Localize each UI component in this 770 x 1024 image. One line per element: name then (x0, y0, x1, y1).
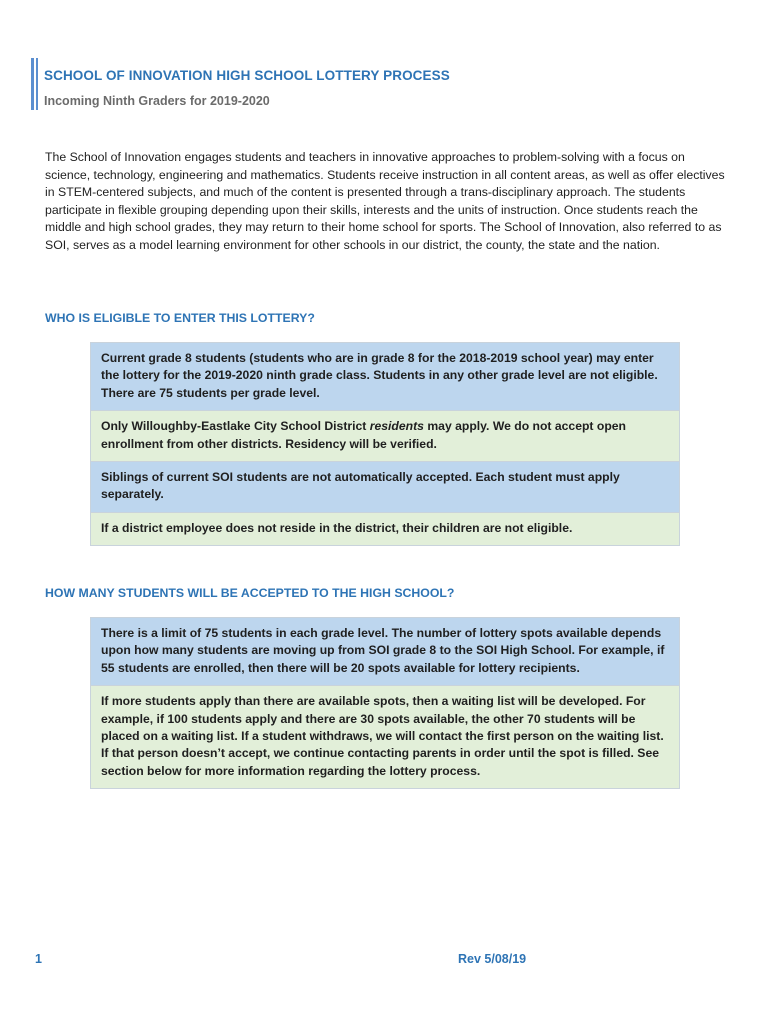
document-title: SCHOOL OF INNOVATION HIGH SCHOOL LOTTERY PROCESS (44, 68, 450, 83)
eligibility-rule-employees: If a district employee does not reside in the district, their children are not eligible. (90, 513, 680, 546)
eligibility-rule-grade: Current grade 8 students (students who are in grade 8 for the 2018-2019 school year) may enter the lottery for the 2019-2020 ninth grade class. Students in any other grade level are not eligible. There are 75 students per grade level. (90, 342, 680, 411)
intro-paragraph: The School of Innovation engages students and teachers in innovative approaches to problem-solving with a focus on science, technology, engineering and mathematics. Students receive instruction in all content areas, as well as offer electives in STEM-centered subjects, and much of the content is presented through a trans-disciplinary approach. The students participate in flexible grouping depending upon their skills, interests and the units of instruction. Once students reach the middle and high school grades, they may return to their home school for sports. The School of Innovation, also referred to as SOI, serves as a model learning environment for other schools in our district, the county, the state and the nation. (45, 150, 725, 252)
eligibility-rule-siblings: Siblings of current SOI students are not automatically accepted. Each student must apply separately. (90, 462, 680, 513)
eligibility-rule-residency (90, 411, 680, 462)
revision-date: Rev 5/08/19 (458, 952, 527, 966)
accent-bar-thin (36, 58, 38, 110)
eligibility-rules-table (90, 342, 680, 546)
accent-bar-thick (31, 58, 34, 110)
rule-text-end: may apply. We do not accept open enrollment from other districts. Residency will be verified. (101, 419, 626, 451)
acceptance-heading: HOW MANY STUDENTS WILL BE ACCEPTED TO THE HIGH SCHOOL? (45, 586, 455, 600)
document-subtitle: Incoming Ninth Graders for 2019-2020 (44, 94, 270, 108)
rule-text-emphasis: residents (369, 419, 424, 434)
rule-text-start: Only Willoughby-Eastlake City School District (101, 419, 370, 434)
acceptance-rule-waiting-list: If more students apply than there are available spots, then a waiting list will be developed. For example, if 100 students apply and there are 30 spots available, the other 70 students will be placed on a waiting list. If a student withdraws, we will contact the first person on the waiting list. If that person doesn’t accept, we continue contacting parents in order until the spot is filled. See section below for more information regarding the lottery process. (90, 686, 680, 789)
eligibility-heading: WHO IS ELIGIBLE TO ENTER THIS LOTTERY? (45, 311, 315, 325)
page-number: 1 (35, 952, 42, 966)
title-accent-bars (31, 58, 38, 110)
acceptance-rule-limit: There is a limit of 75 students in each grade level. The number of lottery spots available depends upon how many students are moving up from SOI grade 8 to the SOI High School. For example, if 55 students are enrolled, then there will be 20 spots available for lottery recipients. (90, 617, 680, 686)
acceptance-rules-table (90, 617, 680, 789)
